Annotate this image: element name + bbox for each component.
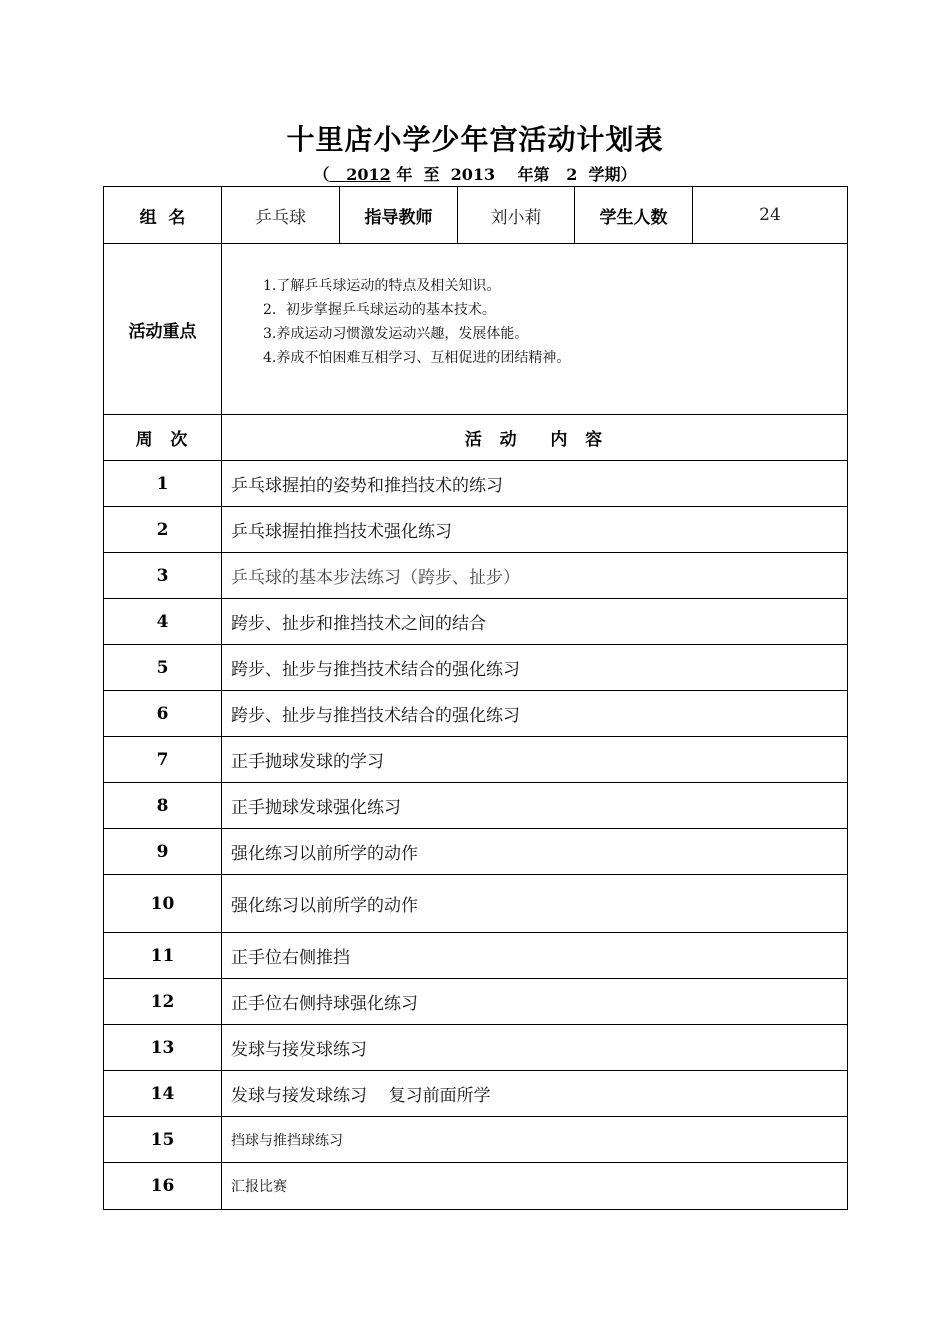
week-number: 12 xyxy=(104,979,222,1025)
week-number: 9 xyxy=(104,829,222,875)
focus-item: 4.养成不怕困难互相学习、互相促进的团结精神。 xyxy=(263,350,571,366)
group-value: 乒乓球 xyxy=(222,187,340,244)
table-row xyxy=(104,1117,848,1163)
term-close: ） xyxy=(620,165,637,184)
table-row xyxy=(104,507,848,553)
focus-label: 活动重点 xyxy=(104,244,222,415)
term-line xyxy=(0,162,950,185)
week-activity: 跨步、扯步与推挡技术结合的强化练习 xyxy=(222,691,848,737)
week-number: 15 xyxy=(104,1117,222,1163)
week-activity: 跨步、扯步与推挡技术结合的强化练习 xyxy=(222,645,848,691)
week-activity: 发球与接发球练习 xyxy=(222,1025,848,1071)
table-row xyxy=(104,461,848,507)
week-number: 10 xyxy=(104,875,222,933)
week-activity: 正手抛球发球强化练习 xyxy=(222,783,848,829)
table-row xyxy=(104,645,848,691)
group-label: 组 名 xyxy=(104,187,222,244)
table-row xyxy=(104,1025,848,1071)
info-row xyxy=(104,187,848,244)
table-row xyxy=(104,783,848,829)
term-to-word: 至 xyxy=(423,165,440,184)
week-activity: 汇报比赛 xyxy=(222,1163,848,1210)
week-activity: 乒乓球握拍的姿势和推挡技术的练习 xyxy=(222,461,848,507)
week-activity: 乒乓球的基本步法练习（跨步、扯步） xyxy=(222,553,848,599)
term-end-year: 2013 xyxy=(450,165,496,184)
week-number: 5 xyxy=(104,645,222,691)
focus-item: 2．初步掌握乒乓球运动的基本技术。 xyxy=(263,302,496,318)
week-activity: 正手位右侧推挡 xyxy=(222,933,848,979)
table-row xyxy=(104,553,848,599)
table-row xyxy=(104,1071,848,1117)
students-value: 24 xyxy=(693,187,848,244)
table-row xyxy=(104,599,848,645)
week-number: 4 xyxy=(104,599,222,645)
week-activity: 发球与接发球练习 复习前面所学 xyxy=(222,1071,848,1117)
focus-row xyxy=(104,244,848,415)
table-row xyxy=(104,875,848,933)
week-activity: 跨步、扯步和推挡技术之间的结合 xyxy=(222,599,848,645)
table-row xyxy=(104,933,848,979)
schedule-header-row xyxy=(104,415,848,461)
term-year-di: 年第 xyxy=(517,165,550,184)
table-row xyxy=(104,979,848,1025)
students-label: 学生人数 xyxy=(575,187,693,244)
week-number: 6 xyxy=(104,691,222,737)
week-header: 周 次 xyxy=(104,415,222,461)
table-row xyxy=(104,1163,848,1210)
week-number: 11 xyxy=(104,933,222,979)
week-number: 2 xyxy=(104,507,222,553)
focus-item: 1.了解乒乓球运动的特点及相关知识。 xyxy=(263,278,501,294)
week-activity: 正手抛球发球的学习 xyxy=(222,737,848,783)
week-activity: 乒乓球握拍推挡技术强化练习 xyxy=(222,507,848,553)
teacher-label: 指导教师 xyxy=(340,187,458,244)
week-activity: 强化练习以前所学的动作 xyxy=(222,875,848,933)
term-open: （ xyxy=(313,165,330,184)
week-activity: 正手位右侧持球强化练习 xyxy=(222,979,848,1025)
table-row xyxy=(104,829,848,875)
week-number: 8 xyxy=(104,783,222,829)
week-number: 7 xyxy=(104,737,222,783)
week-activity: 强化练习以前所学的动作 xyxy=(222,829,848,875)
plan-table xyxy=(103,186,848,1210)
focus-item: 3.养成运动习惯激发运动兴趣，发展体能。 xyxy=(263,326,529,342)
teacher-value: 刘小莉 xyxy=(458,187,575,244)
table-row xyxy=(104,691,848,737)
week-number: 13 xyxy=(104,1025,222,1071)
week-number: 1 xyxy=(104,461,222,507)
week-activity: 挡球与推挡球练习 xyxy=(222,1117,848,1163)
content-header: 活 动 内 容 xyxy=(222,415,848,461)
term-word: 学期 xyxy=(588,165,621,184)
week-number: 14 xyxy=(104,1071,222,1117)
term-number: 2 xyxy=(566,165,578,184)
focus-content xyxy=(222,244,848,415)
page-title: 十里店小学少年宫活动计划表 xyxy=(286,123,664,156)
term-year-word: 年 xyxy=(396,165,413,184)
week-number: 3 xyxy=(104,553,222,599)
term-start-year: 2012 xyxy=(346,165,391,184)
table-row xyxy=(104,737,848,783)
week-number: 16 xyxy=(104,1163,222,1210)
